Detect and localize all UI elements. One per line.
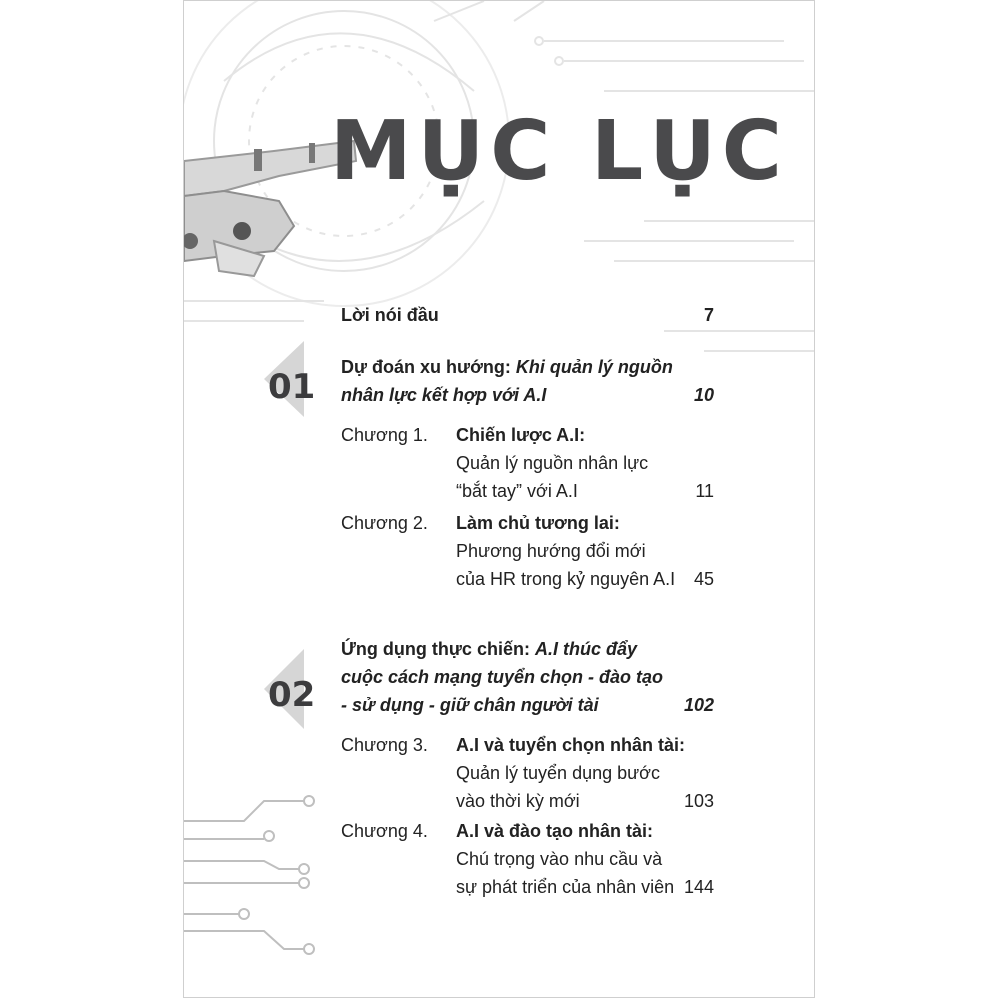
chapter-4-label: Chương 4. — [341, 821, 428, 841]
chapter-4-entry — [456, 817, 674, 901]
part-01-heading — [341, 353, 741, 409]
chapter-1-page: 11 — [695, 481, 714, 501]
part-01-heading-plain: Dự đoán xu hướng: — [341, 357, 516, 377]
chapter-2-title: Làm chủ tương lai: — [456, 513, 620, 533]
part-02-heading-italic-2: cuộc cách mạng tuyển chọn - đào tạo — [341, 667, 664, 687]
part-01-heading-italic-2: nhân lực kết hợp với A.I — [341, 385, 547, 405]
chapter-1-subtitle-line-2: “bắt tay” với A.I — [456, 481, 578, 501]
book-page — [183, 0, 815, 998]
chapter-4-page: 144 — [683, 877, 714, 897]
chapter-1-title: Chiến lược A.I: — [456, 425, 586, 445]
part-01-page: 10 — [693, 385, 714, 405]
chapter-2-page: 45 — [693, 569, 714, 589]
part-01-heading-italic-1: Khi quản lý nguồn — [515, 357, 673, 377]
chapter-2-label: Chương 2. — [341, 513, 428, 533]
preface-label: Lời nói đầu — [341, 305, 439, 325]
chapter-1-label: Chương 1. — [341, 425, 428, 445]
chapter-2-subtitle-line-2: của HR trong kỷ nguyên A.I — [456, 569, 676, 589]
chapter-3-subtitle-line-1: Quản lý tuyển dụng bước — [456, 763, 660, 783]
preface-page: 7 — [703, 305, 714, 325]
page-title: MỤC LỤC — [330, 104, 788, 199]
part-02-number: 02 — [268, 675, 316, 715]
chapter-2-subtitle-line-1: Phương hướng đổi mới — [456, 541, 646, 561]
part-02-heading-plain: Ứng dụng thực chiến: — [341, 639, 535, 659]
chapter-3-title: A.I và tuyển chọn nhân tài: — [456, 735, 686, 755]
part-02-heading-italic-1: A.I thúc đẩy — [534, 639, 637, 659]
circuit-lines-decoration — [184, 796, 314, 954]
chapter-1-entry — [456, 421, 648, 505]
chapter-2-entry — [456, 509, 675, 593]
part-02-page: 102 — [683, 695, 714, 715]
chapter-4-title: A.I và đào tạo nhân tài: — [456, 821, 654, 841]
chapter-4-subtitle-line-2: sự phát triển của nhân viên — [456, 877, 675, 897]
part-02-heading-italic-3: - sử dụng - giữ chân người tài — [341, 695, 599, 715]
chapter-3-entry — [456, 731, 685, 815]
chapter-4-subtitle-line-1: Chú trọng vào nhu cầu và — [456, 849, 663, 869]
chapter-1-subtitle-line-1: Quản lý nguồn nhân lực — [456, 453, 649, 473]
chapter-3-subtitle-line-2: vào thời kỳ mới — [456, 791, 580, 811]
part-01-number: 01 — [268, 367, 316, 407]
chapter-3-page: 103 — [683, 791, 714, 811]
chapter-3-label: Chương 3. — [341, 735, 428, 755]
